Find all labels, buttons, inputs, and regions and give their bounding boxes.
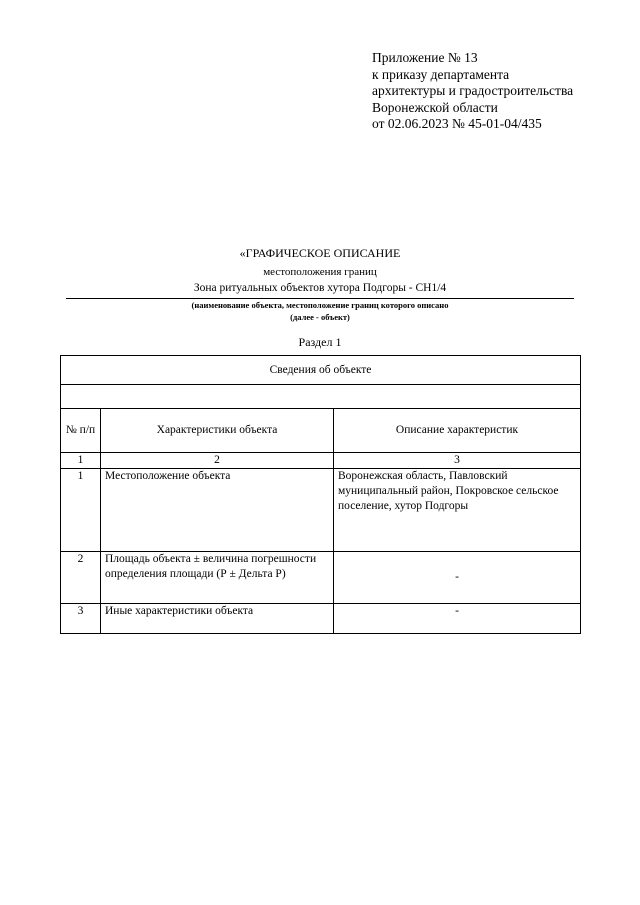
table-title-row [61,356,581,385]
appendix-line: Приложение № 13 [372,50,478,65]
appendix-line: к приказу департамента [372,66,510,82]
table-spacer-cell [61,385,581,409]
row-num: 1 [61,469,101,552]
row-characteristic: Иные характеристики объекта [101,604,334,634]
appendix-line: архитектуры и градостроительства [372,83,574,98]
table-spacer-row [61,385,581,409]
row-description: Воронежская область, Павловский муниципальный район, Покровское сельское поселение, хутор Подгоры [334,469,581,552]
header-characteristic: Характеристики объекта [101,409,334,453]
section-label: Раздел 1 [298,335,342,349]
table-header-row [61,409,581,453]
object-name: Зона ритуальных объектов хутора Подгоры - СН1/4 [193,282,447,294]
object-caption-line2: (далее - объект) [290,312,350,322]
header-description: Описание характеристик [334,409,581,453]
row-num: 3 [61,604,101,634]
appendix-line: Воронежской области [372,99,498,115]
row-characteristic: Площадь объекта ± величина погрешности определения площади (Р ± Дельта Р) [101,552,334,604]
row-description: - [334,604,581,634]
document-title: «ГРАФИЧЕСКОЕ ОПИСАНИЕ [239,246,401,260]
column-number-row [61,453,581,469]
row-description: - [334,552,581,604]
document-subtitle: местоположения границ [263,266,377,278]
table-row [61,604,581,634]
title-block [60,245,580,349]
object-caption-line1: (наименование объекта, местоположение границ которого описано [191,300,449,310]
header-num: № п/п [61,409,101,453]
row-characteristic: Местоположение объекта [101,469,334,552]
table-title: Сведения об объекте [61,356,581,385]
column-number: 1 [61,453,101,469]
appendix-block [372,50,573,133]
row-num: 2 [61,552,101,604]
object-info-table [60,355,581,634]
table-row [61,552,581,604]
column-number: 2 [101,453,334,469]
appendix-line: от 02.06.2023 № 45-01-04/435 [372,116,542,131]
column-number: 3 [334,453,581,469]
table-row [61,469,581,552]
